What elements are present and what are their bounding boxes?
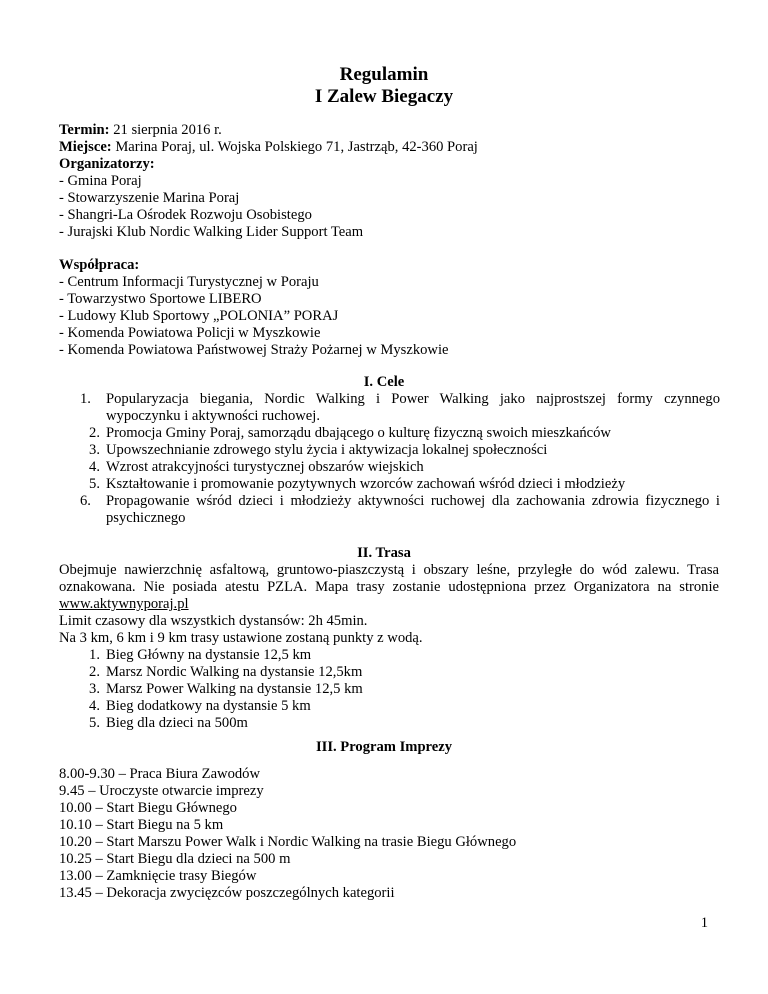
partner-item: - Komenda Powiatowa Państwowej Straży Pożarnej w Myszkowie: [59, 342, 449, 358]
termin-line: [59, 122, 719, 139]
program-item: 13.45 – Dekoracja zwycięzców poszczególnych kategorii: [59, 885, 395, 901]
cooperation-info: [59, 257, 719, 359]
cele-list: [80, 391, 720, 527]
trasa-notes: [59, 613, 719, 647]
partner-item: - Towarzystwo Sportowe LIBERO: [59, 291, 262, 307]
organizer-item: - Gmina Poraj: [59, 173, 142, 189]
list-item: 1. Popularyzacja biegania, Nordic Walking i Power Walking jako najprostszej formy czynnego wypoczynku i aktywności ruchowej.: [80, 391, 720, 424]
website-link[interactable]: www.aktywnyporaj.pl: [59, 596, 189, 612]
program-item: 13.00 – Zamknięcie trasy Biegów: [59, 868, 257, 884]
list-item: 5. Kształtowanie i promowanie pozytywnych wzorców zachowań wśród dzieci i młodzieży: [89, 476, 626, 492]
trasa-description: Obejmuje nawierzchnię asfaltową, gruntowo-piaszczystą i obszary leśne, przyległe do wód zalewu. Trasa oznakowana. Nie posiada atestu PZLA. Mapa trasy zostanie udostępniona przez Organizatora na stronie www.aktywnyporaj.pl: [59, 562, 719, 612]
termin-label: Termin:: [59, 122, 110, 138]
miejsce-label: Miejsce:: [59, 139, 112, 155]
time-limit: Limit czasowy dla wszystkich dystansów: 2h 45min.: [59, 613, 368, 629]
termin-value: 21 sierpnia 2016 r.: [109, 122, 222, 138]
program-item: 10.25 – Start Biegu dla dzieci na 500 m: [59, 851, 291, 867]
miejsce-line: [59, 139, 719, 156]
list-item: 1. Bieg Główny na dystansie 12,5 km: [89, 647, 312, 663]
program-item: 10.00 – Start Biegu Głównego: [59, 800, 237, 816]
event-info: [59, 122, 719, 241]
program-item: 9.45 – Uroczyste otwarcie imprezy: [59, 783, 264, 799]
list-item: 5. Bieg dla dzieci na 500m: [89, 715, 248, 731]
organizatorzy-label: Organizatorzy:: [59, 156, 155, 172]
section-heading-cele: I. Cele: [363, 374, 405, 390]
list-item: 6. Propagowanie wśród dzieci i młodzieży aktywności ruchowej dla zachowania zdrowia fizycznego i psychicznego: [80, 493, 720, 526]
page-number: 1: [700, 915, 708, 931]
program-list: [59, 766, 719, 902]
list-item: 4. Bieg dodatkowy na dystansie 5 km: [89, 698, 311, 714]
list-item: 3. Marsz Power Walking na dystansie 12,5 km: [89, 681, 363, 697]
partner-item: - Ludowy Klub Sportowy „POLONIA” PORAJ: [59, 308, 339, 324]
doc-subtitle: I Zalew Biegaczy: [314, 86, 454, 107]
doc-title: Regulamin: [339, 64, 429, 85]
organizer-item: - Shangri-La Ośrodek Rozwoju Osobistego: [59, 207, 312, 223]
wspolpraca-label: Współpraca:: [59, 257, 140, 273]
section-heading-program: III. Program Imprezy: [315, 739, 453, 755]
program-item: 8.00-9.30 – Praca Biura Zawodów: [59, 766, 261, 782]
program-item: 10.20 – Start Marszu Power Walk i Nordic Walking na trasie Biegu Głównego: [59, 834, 517, 850]
partner-item: - Komenda Powiatowa Policji w Myszkowie: [59, 325, 321, 341]
organizer-item: - Stowarzyszenie Marina Poraj: [59, 190, 240, 206]
organizer-item: - Jurajski Klub Nordic Walking Lider Support Team: [59, 224, 364, 240]
list-item: 4. Wzrost atrakcyjności turystycznej obszarów wiejskich: [89, 459, 424, 475]
distances-list: [80, 647, 720, 732]
miejsce-value: Marina Poraj, ul. Wojska Polskiego 71, Jastrząb, 42-360 Poraj: [111, 139, 478, 155]
program-item: 10.10 – Start Biegu na 5 km: [59, 817, 224, 833]
water-points: Na 3 km, 6 km i 9 km trasy ustawione zostaną punkty z wodą.: [59, 630, 423, 646]
section-heading-trasa: II. Trasa: [357, 545, 411, 561]
partner-item: - Centrum Informacji Turystycznej w Poraju: [59, 274, 319, 290]
list-item: 2. Promocja Gminy Poraj, samorządu dbającego o kulturę fizyczną swoich mieszkańców: [89, 425, 611, 441]
list-item: 2. Marsz Nordic Walking na dystansie 12,5km: [89, 664, 363, 680]
list-item: 3. Upowszechnianie zdrowego stylu życia i aktywizacja lokalnej społeczności: [89, 442, 548, 458]
